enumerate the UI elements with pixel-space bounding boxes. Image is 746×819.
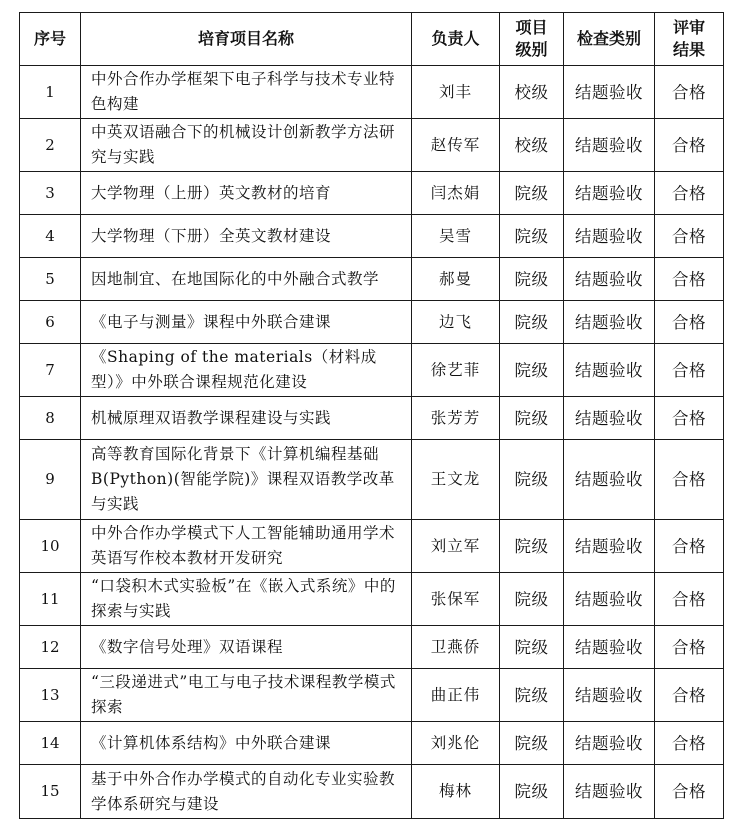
cell-no: 12 — [20, 626, 81, 669]
cell-person: 刘丰 — [412, 66, 500, 119]
cell-no: 15 — [20, 765, 81, 819]
cell-check-type: 结题验收 — [564, 344, 655, 397]
cell-no: 9 — [20, 440, 81, 520]
cell-level: 院级 — [500, 440, 564, 520]
cell-person: 闫杰娟 — [412, 172, 500, 215]
cell-project-name: 《电子与测量》课程中外联合建课 — [81, 301, 412, 344]
cell-no: 3 — [20, 172, 81, 215]
cell-check-type: 结题验收 — [564, 669, 655, 722]
cell-person: 张保军 — [412, 573, 500, 626]
cell-result: 合格 — [655, 626, 724, 669]
cell-person: 王文龙 — [412, 440, 500, 520]
cell-level: 院级 — [500, 258, 564, 301]
table-row — [20, 258, 724, 301]
cell-result: 合格 — [655, 66, 724, 119]
table-body — [20, 66, 724, 819]
cell-level: 校级 — [500, 119, 564, 172]
cell-check-type: 结题验收 — [564, 172, 655, 215]
header-person: 负责人 — [412, 13, 500, 66]
cell-level: 院级 — [500, 669, 564, 722]
header-project-name: 培育项目名称 — [81, 13, 412, 66]
cell-project-name: 机械原理双语教学课程建设与实践 — [81, 397, 412, 440]
cell-level: 院级 — [500, 301, 564, 344]
cell-result: 合格 — [655, 573, 724, 626]
cell-no: 14 — [20, 722, 81, 765]
cell-level: 院级 — [500, 215, 564, 258]
table-row — [20, 301, 724, 344]
cell-level: 院级 — [500, 172, 564, 215]
cell-no: 8 — [20, 397, 81, 440]
header-result-line1: 评审 — [672, 18, 705, 37]
cell-person: 刘立军 — [412, 520, 500, 573]
table-row — [20, 669, 724, 722]
cell-person: 曲正伟 — [412, 669, 500, 722]
project-evaluation-table — [19, 12, 724, 819]
cell-project-name: 中英双语融合下的机械设计创新教学方法研究与实践 — [81, 119, 412, 172]
header-result — [655, 13, 724, 66]
table-row — [20, 397, 724, 440]
cell-check-type: 结题验收 — [564, 722, 655, 765]
cell-result: 合格 — [655, 722, 724, 765]
cell-no: 2 — [20, 119, 81, 172]
cell-result: 合格 — [655, 258, 724, 301]
cell-no: 6 — [20, 301, 81, 344]
cell-person: 徐艺菲 — [412, 344, 500, 397]
cell-result: 合格 — [655, 344, 724, 397]
table-row — [20, 344, 724, 397]
cell-project-name: 中外合作办学模式下人工智能辅助通用学术英语写作校本教材开发研究 — [81, 520, 412, 573]
cell-check-type: 结题验收 — [564, 626, 655, 669]
table-header — [20, 13, 724, 66]
cell-result: 合格 — [655, 765, 724, 819]
cell-no: 13 — [20, 669, 81, 722]
table-row — [20, 440, 724, 520]
cell-level: 校级 — [500, 66, 564, 119]
cell-person: 边飞 — [412, 301, 500, 344]
table-row — [20, 520, 724, 573]
table-row — [20, 119, 724, 172]
cell-result: 合格 — [655, 669, 724, 722]
cell-no: 10 — [20, 520, 81, 573]
cell-person: 赵传军 — [412, 119, 500, 172]
cell-level: 院级 — [500, 520, 564, 573]
cell-check-type: 结题验收 — [564, 573, 655, 626]
cell-level: 院级 — [500, 573, 564, 626]
cell-check-type: 结题验收 — [564, 301, 655, 344]
cell-project-name: “口袋积木式实验板”在《嵌入式系统》中的探索与实践 — [81, 573, 412, 626]
cell-result: 合格 — [655, 301, 724, 344]
cell-check-type: 结题验收 — [564, 520, 655, 573]
cell-result: 合格 — [655, 520, 724, 573]
cell-level: 院级 — [500, 397, 564, 440]
table-row — [20, 573, 724, 626]
cell-no: 4 — [20, 215, 81, 258]
cell-project-name: 中外合作办学框架下电子科学与技术专业特色构建 — [81, 66, 412, 119]
cell-no: 5 — [20, 258, 81, 301]
cell-result: 合格 — [655, 215, 724, 258]
cell-no: 7 — [20, 344, 81, 397]
cell-check-type: 结题验收 — [564, 397, 655, 440]
cell-project-name: 因地制宜、在地国际化的中外融合式教学 — [81, 258, 412, 301]
cell-project-name: 《计算机体系结构》中外联合建课 — [81, 722, 412, 765]
cell-level: 院级 — [500, 765, 564, 819]
header-check-type: 检查类别 — [564, 13, 655, 66]
cell-result: 合格 — [655, 397, 724, 440]
cell-result: 合格 — [655, 440, 724, 520]
header-level-line1: 项目 — [515, 18, 548, 37]
cell-project-name: 大学物理（上册）英文教材的培育 — [81, 172, 412, 215]
cell-level: 院级 — [500, 626, 564, 669]
cell-project-name: 基于中外合作办学模式的自动化专业实验教学体系研究与建设 — [81, 765, 412, 819]
header-level — [500, 13, 564, 66]
cell-check-type: 结题验收 — [564, 258, 655, 301]
table-row — [20, 66, 724, 119]
cell-person: 刘兆伦 — [412, 722, 500, 765]
cell-person: 张芳芳 — [412, 397, 500, 440]
cell-person: 梅林 — [412, 765, 500, 819]
cell-level: 院级 — [500, 722, 564, 765]
cell-no: 11 — [20, 573, 81, 626]
header-no: 序号 — [20, 13, 81, 66]
cell-person: 吴雪 — [412, 215, 500, 258]
table-row — [20, 722, 724, 765]
table-row — [20, 626, 724, 669]
table-row — [20, 215, 724, 258]
table-row — [20, 765, 724, 819]
table-row — [20, 172, 724, 215]
cell-level: 院级 — [500, 344, 564, 397]
cell-result: 合格 — [655, 119, 724, 172]
cell-project-name: 高等教育国际化背景下《计算机编程基础B(Python)(智能学院)》课程双语教学改革与实践 — [81, 440, 412, 520]
cell-project-name: 《数字信号处理》双语课程 — [81, 626, 412, 669]
cell-check-type: 结题验收 — [564, 215, 655, 258]
cell-project-name: “三段递进式”电工与电子技术课程教学模式探索 — [81, 669, 412, 722]
cell-person: 郝曼 — [412, 258, 500, 301]
header-row — [20, 13, 724, 66]
cell-project-name: 《Shaping of the materials（材料成型）》中外联合课程规范化建设 — [81, 344, 412, 397]
header-level-line2: 级别 — [515, 40, 548, 59]
cell-check-type: 结题验收 — [564, 119, 655, 172]
cell-person: 卫燕侨 — [412, 626, 500, 669]
cell-check-type: 结题验收 — [564, 440, 655, 520]
cell-result: 合格 — [655, 172, 724, 215]
cell-project-name: 大学物理（下册）全英文教材建设 — [81, 215, 412, 258]
header-result-line2: 结果 — [672, 40, 705, 59]
cell-no: 1 — [20, 66, 81, 119]
cell-check-type: 结题验收 — [564, 66, 655, 119]
cell-check-type: 结题验收 — [564, 765, 655, 819]
